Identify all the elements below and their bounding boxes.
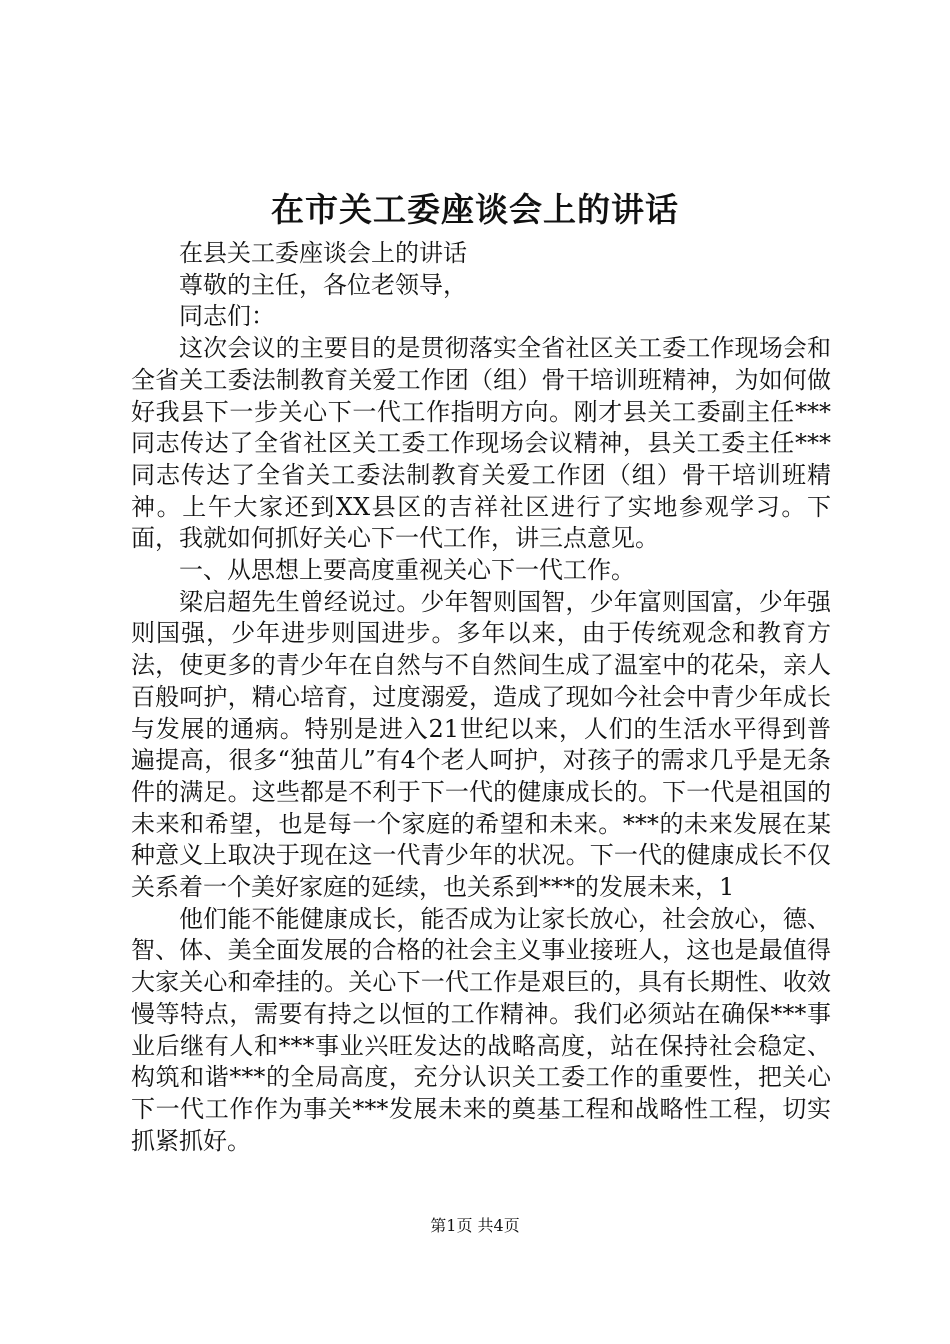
paragraph-salutation-cont: 同志们： [179, 302, 275, 331]
page-number-footer: 第1页 共4页 [430, 1216, 520, 1235]
document-title: 在市关工委座谈会上的讲话 [271, 190, 679, 229]
paragraph-body-1: 梁启超先生曾经说过。少年智则国智，少年富则国富，少年强则国强，少年进步则国进步。多年以来，由于传统观念和教育方法，使更多的青少年在自然与不自然间生成了温室中的花朵，亲人百般呵护，精心培育，过度溺爱，造成了现如今社会中青少年成长与发展的通病。特别是进入21世纪以来，人们的生活水平得到普遍提高，很多“独苗儿”有4个老人呵护，对孩子的需求几乎是无条件的满足。这些都是不利于下一代的健康成长的。下一代是祖国的未来和希望，也是每一个家庭的希望和未来。***的未来发展在某种意义上取决于现在这一代青少年的状况。下一代的健康成长不仅关系着一个美好家庭的延续，也关系到***的发展未来，1 [131, 587, 831, 902]
paragraph-intro: 这次会议的主要目的是贯彻落实全省社区关工委工作现场会和全省关工委法制教育关爱工作团（组）骨干培训班精神，为如何做好我县下一步关心下一代工作指明方向。刚才县关工委副主任***同志传达了全省社区关工委工作现场会议精神，县关工委主任***同志传达了全省关工委法制教育关爱工作团（组）骨干培训班精神。上午大家还到XX县区的吉祥社区进行了实地参观学习。下面，我就如何抓好关心下一代工作，讲三点意见。 [131, 334, 831, 553]
paragraph-salutation: 尊敬的主任，各位老领导， [179, 270, 467, 299]
document-body [131, 238, 831, 1157]
paragraph-body-2: 他们能不能健康成长，能否成为让家长放心，社会放心，德、智、体、美全面发展的合格的社会主义事业接班人，这也是最值得大家关心和牵挂的。关心下一代工作是艰巨的，具有长期性、收效慢等特点，需要有持之以恒的工作精神。我们必须站在确保***事业后继有人和***事业兴旺发达的战略高度，站在保持社会稳定、构筑和谐***的全局高度，充分认识关工委工作的重要性，把关心下一代工作作为事关***发展未来的奠基工程和战略性工程，切实抓紧抓好。 [131, 904, 831, 1155]
paragraph-subtitle: 在县关工委座谈会上的讲话 [179, 239, 467, 267]
paragraph-heading-1: 一、从思想上要高度重视关心下一代工作。 [179, 556, 635, 585]
